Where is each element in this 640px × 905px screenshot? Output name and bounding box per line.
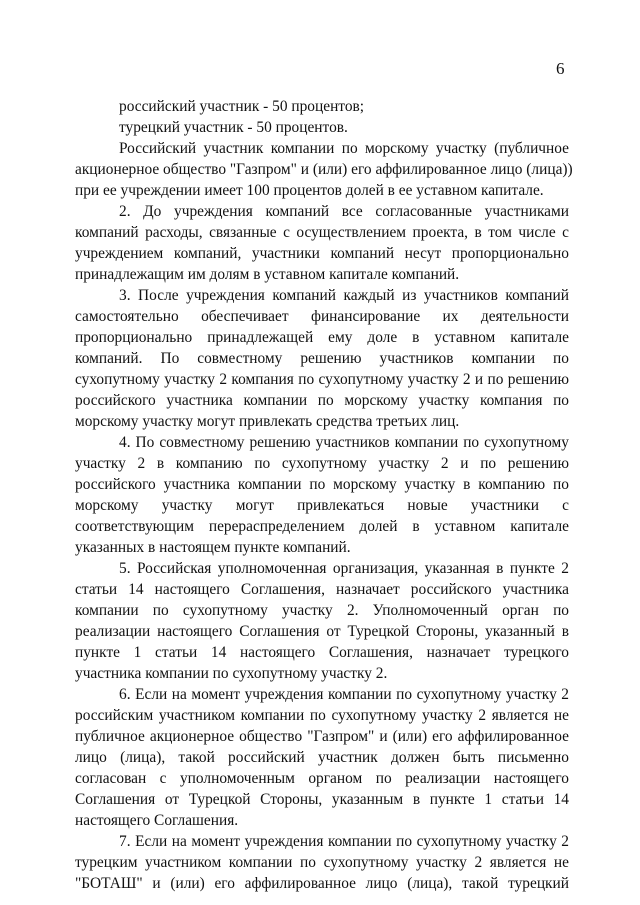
text-line: при ее учреждении имеет 100 процентов долей в ее уставном капитале. [75,182,544,199]
text-line: согласован с уполномоченным органом по реализации настоящего [75,770,569,787]
text-line: российского участника компании по морскому участку в компанию по [75,476,569,493]
text-line: принадлежащим им долям в уставном капитале компаний. [75,266,460,283]
text-line: участку 2 в компанию по сухопутному участку 2 и по решению [75,455,569,472]
text-line: 6. Если на момент учреждения компании по сухопутному участку 2 [119,686,569,703]
text-line: акционерное общество "Газпром" и (или) его аффилированное лицо (лица)) [75,161,573,178]
text-line: "БОТАШ" и (или) его аффилированное лицо (лица), такой турецкий [75,875,569,892]
text-line: сухопутному участку 2 компания по сухопутному участку 2 и по решению [75,371,569,388]
text-line: компаний. По совместному решению участников компании по [75,350,569,367]
text-line: реализации настоящего Соглашения от Турецкой Стороны, указанный в [75,623,569,640]
text-line: российским участником компании по сухопутному участку 2 является не [75,707,569,724]
text-line: 7. Если на момент учреждения компании по сухопутному участку 2 [119,833,569,850]
text-line: Соглашения от Турецкой Стороны, указанным в пункте 1 статьи 14 [75,791,569,808]
text-line: 3. После учреждения компаний каждый из участников компаний [119,287,569,304]
text-line: статьи 14 настоящего Соглашения, назначает российского участника [75,581,569,598]
text-line: компаний расходы, связанные с осуществлением проекта, в том числе с [75,224,569,241]
text-line: 2. До учреждения компаний все согласованные участниками [119,203,569,220]
text-line: российский участник - 50 процентов; [119,98,365,115]
text-line: самостоятельно обеспечивает финансирование их деятельности [75,308,569,325]
text-line: Российский участник компании по морскому участку (публичное [119,140,569,157]
text-line: пункте 1 статьи 14 настоящего Соглашения, назначает турецкого [75,644,569,661]
text-line: компании по сухопутному участку 2. Уполномоченный орган по [75,602,569,619]
page-number: 6 [556,59,565,78]
text-line: публичное акционерное общество "Газпром" и (или) его аффилированное [75,728,569,745]
text-line: указанных в настоящем пункте компаний. [75,539,351,556]
text-line: 5. Российская уполномоченная организация, указанная в пункте 2 [119,560,569,577]
text-line: участника компании по сухопутному участку 2. [75,665,388,682]
text-line: турецкий участник - 50 процентов. [119,119,348,136]
text-line: 4. По совместному решению участников компании по сухопутному [119,434,569,451]
text-line: российского участника компании по морскому участку компания по [75,392,569,409]
text-line: соответствующим перераспределением долей в уставном капитале [75,518,569,535]
text-line: настоящего Соглашения. [75,812,239,829]
text-line: морскому участку могут привлекаться новые участники с [75,497,569,514]
text-line: лицо (лица), такой российский участник должен быть письменно [75,749,569,766]
text-line: пропорционально принадлежащей ему доле в уставном капитале [75,329,569,346]
text-line: учреждением компаний, участники компаний несут пропорционально [75,245,569,262]
text-line: турецким участником компании по сухопутному участку 2 является не [75,854,569,871]
text-line: морскому участку могут привлекать средства третьих лиц. [75,413,460,430]
